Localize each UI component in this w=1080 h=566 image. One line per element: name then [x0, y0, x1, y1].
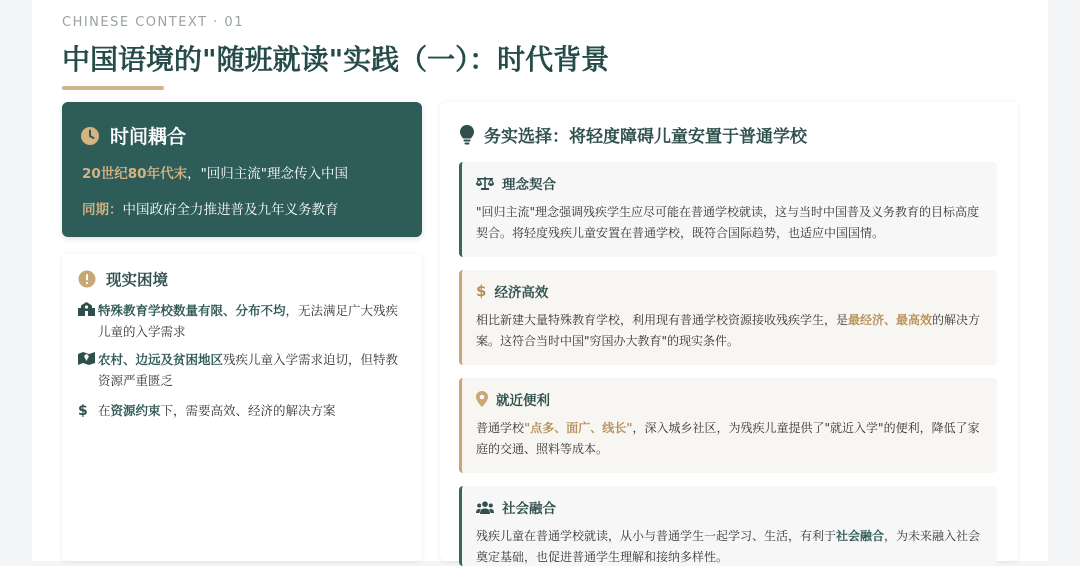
reality-item-bold: 资源约束	[110, 403, 161, 418]
section-body	[476, 526, 983, 566]
reality-item	[78, 300, 408, 342]
section-social-integration	[459, 486, 997, 566]
time-card-line-2	[82, 198, 339, 218]
reality-dilemma-card	[62, 254, 422, 561]
map-icon	[78, 351, 98, 391]
section-body-bold: "点多、面广、线长"	[524, 421, 633, 435]
exclamation-circle-icon	[78, 270, 96, 288]
map-pin-icon	[476, 391, 488, 407]
time-text-1: ，"回归主流"理念传入中国	[187, 166, 348, 182]
section-body-bold: 社会融合	[836, 529, 885, 543]
dollar-icon: $	[476, 282, 487, 300]
section-title: 理念契合	[502, 177, 556, 193]
reality-item-text: ，无法满足广大残疾儿童的入学需求	[98, 303, 399, 339]
scale-icon	[476, 176, 494, 190]
time-card-line-1	[82, 162, 348, 182]
reality-item-bold: 农村、边远及贫困地区	[98, 352, 224, 367]
school-icon	[78, 302, 98, 342]
title-underline	[62, 86, 164, 90]
reality-item-bold: 特殊教育学校数量有限、分布不均	[98, 303, 286, 318]
section-nearby-convenience	[459, 378, 997, 473]
right-panel-title: 务实选择：将轻度障碍儿童安置于普通学校	[484, 127, 807, 147]
time-highlight-2: 同期：	[82, 202, 123, 218]
reality-card-title: 现实困境	[106, 271, 169, 289]
section-body-pre: 普通学校	[476, 421, 525, 435]
page-title: 中国语境的"随班就读"实践（一）：时代背景	[62, 43, 610, 76]
reality-item-text: 残疾儿童入学需求迫切，但特教资源严重匮乏	[98, 352, 399, 388]
users-icon	[476, 501, 494, 514]
reality-item-pre: 在	[98, 403, 111, 418]
section-concept-fit	[459, 162, 997, 257]
time-text-2: 中国政府全力推进普及九年义务教育	[122, 202, 339, 218]
reality-item-text: 下，需要高效、经济的解决方案	[160, 403, 336, 418]
dollar-icon: $	[78, 403, 88, 419]
section-title: 经济高效	[494, 285, 549, 301]
section-economic-efficiency	[459, 270, 997, 365]
time-coupling-card	[62, 102, 422, 237]
right-panel-header	[460, 122, 807, 147]
section-body-bold: 最经济、最高效	[848, 313, 933, 327]
section-body-pre: 残疾儿童在普通学校就读，从小与普通学生一起学习、生活，有利于	[476, 529, 837, 543]
section-title: 就近便利	[496, 393, 550, 409]
reality-card-header	[78, 268, 168, 290]
section-body-post: ，为未来融入社会奠定基础，也促进普通学生理解和接纳多样性。	[476, 529, 981, 564]
section-body-post: 的解决方案。这符合当时中国"穷国办大教育"的现实条件。	[476, 313, 981, 348]
section-body-pre: 相比新建大量特殊教育学校，利用现有普通学校资源接收残疾学生，是	[476, 313, 849, 327]
time-card-header	[80, 122, 186, 149]
section-body	[476, 310, 983, 352]
section-body-post: ，深入城乡社区，为残疾儿童提供了"就近入学"的便利，降低了家庭的交通、照料等成本。	[476, 421, 980, 456]
pragmatic-choice-panel	[440, 102, 1018, 564]
time-highlight-1: 20世纪80年代末	[82, 166, 188, 182]
lightbulb-icon	[460, 125, 474, 145]
time-card-title: 时间耦合	[110, 126, 187, 148]
reality-item	[78, 349, 408, 391]
section-body	[476, 418, 983, 460]
section-body: "回归主流"理念强调残疾学生应尽可能在普通学校就读，这与当时中国普及义务教育的目标高度契合。将轻度残疾儿童安置在普通学校，既符合国际趋势，也适应中国国情。	[476, 205, 980, 240]
clock-icon	[80, 126, 100, 146]
section-title: 社会融合	[502, 501, 556, 517]
reality-item	[78, 400, 408, 421]
eyebrow-label: CHINESE CONTEXT · 01	[62, 15, 244, 30]
